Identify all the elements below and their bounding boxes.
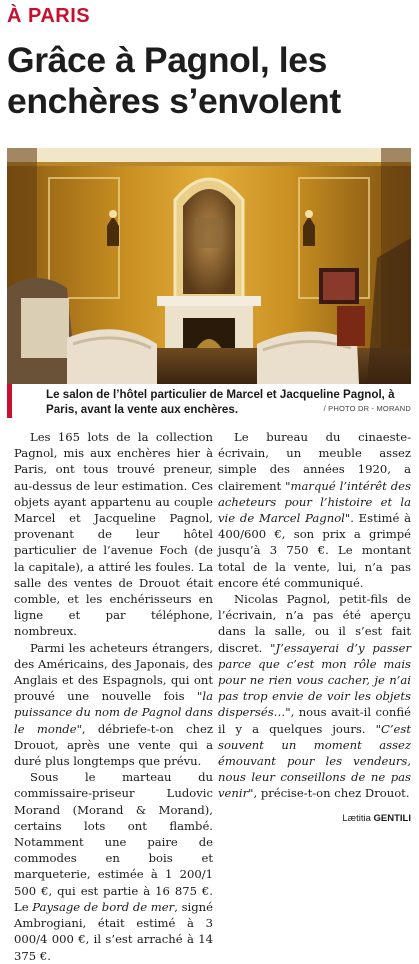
photo-credit: / PHOTO DR - MORAND (323, 404, 411, 413)
body-paragraph-4: Le bureau du cinaeste-écrivain, un meuble assez simple des années 1920, a clairement "marqué l’intérêt des acheteurs pour l’histoire et la vie de Marcel Pagnol". Estimé à 400/600 €, son prix a grimpé jusqu’à 3 750 €. Le montant total de la vente, lui, n’a pas encore été communiqué. (218, 430, 411, 590)
body-paragraph-5: Nicolas Pagnol, petit-fils de l’écrivain, n’a pas été aperçu dans la salle, ou il s’est fait discret. "J’essayerai d’y passer parce que c’est mon rôle mais pour ne rien vous cacher, je n’ai pas trop envie de voir les objets dispersés…", nous avait-il confié il y a quelques jours. "C’est souvent un moment assez émouvant pour les vendeurs, nous leur conseillons de ne pas venir", précise-t-on chez Drouot. (218, 592, 412, 801)
photo-caption: Le salon de l’hôtel particulier de Marcel et Jacqueline Pagnol, à Paris, avant la vente aux enchères. (46, 388, 395, 416)
article-column-2 (218, 429, 411, 802)
body-paragraph-3: Sous le marteau du commissaire-priseur Ludovic Morand (Morand & Morand), certains lots ont flambé. Notamment une paire de commodes en bois et marqueterie, estimée à 1 200/1 500 €, qui est partie à 16 875 €. Le Paysage de bord de mer, signé Ambrogiani, était estimé à 3 000/4 000 €, il s’est arraché à 14 375 €. (14, 770, 213, 963)
section-kicker: À PARIS (7, 5, 91, 27)
body-paragraph-1: Les 165 lots de la collection Pagnol, mis aux enchères hier à Paris, ont tous trouvé preneur, au-dessus de leur estimation. Ces objets ayant appartenu au couple Marcel et Jacqueline Pagnol, provenant de leur hôtel particulier de l’avenue Foch (de la capitale), a attiré les foules. La salle des ventes de Drouot était comble, et les enchérisseurs en ligne et par téléphone, nombreux. (14, 430, 213, 639)
body-paragraph-2: Parmi les acheteurs étrangers, des Américains, des Japonais, des Anglais et des Espagnols, qui ont prouvé une nouvelle fois "la puissance du nom de Pagnol dans le monde", débriefe-t-on chez Drouot, après une vente qui a duré plus longtemps que prévu. (14, 640, 213, 769)
caption-accent-bar (7, 384, 12, 418)
article-photo (7, 148, 411, 384)
headline: Grâce à Pagnol, les enchères s’envolent (7, 40, 341, 121)
author-signature: Lætitia GENTILI (342, 813, 411, 824)
article-column-1 (14, 429, 213, 964)
